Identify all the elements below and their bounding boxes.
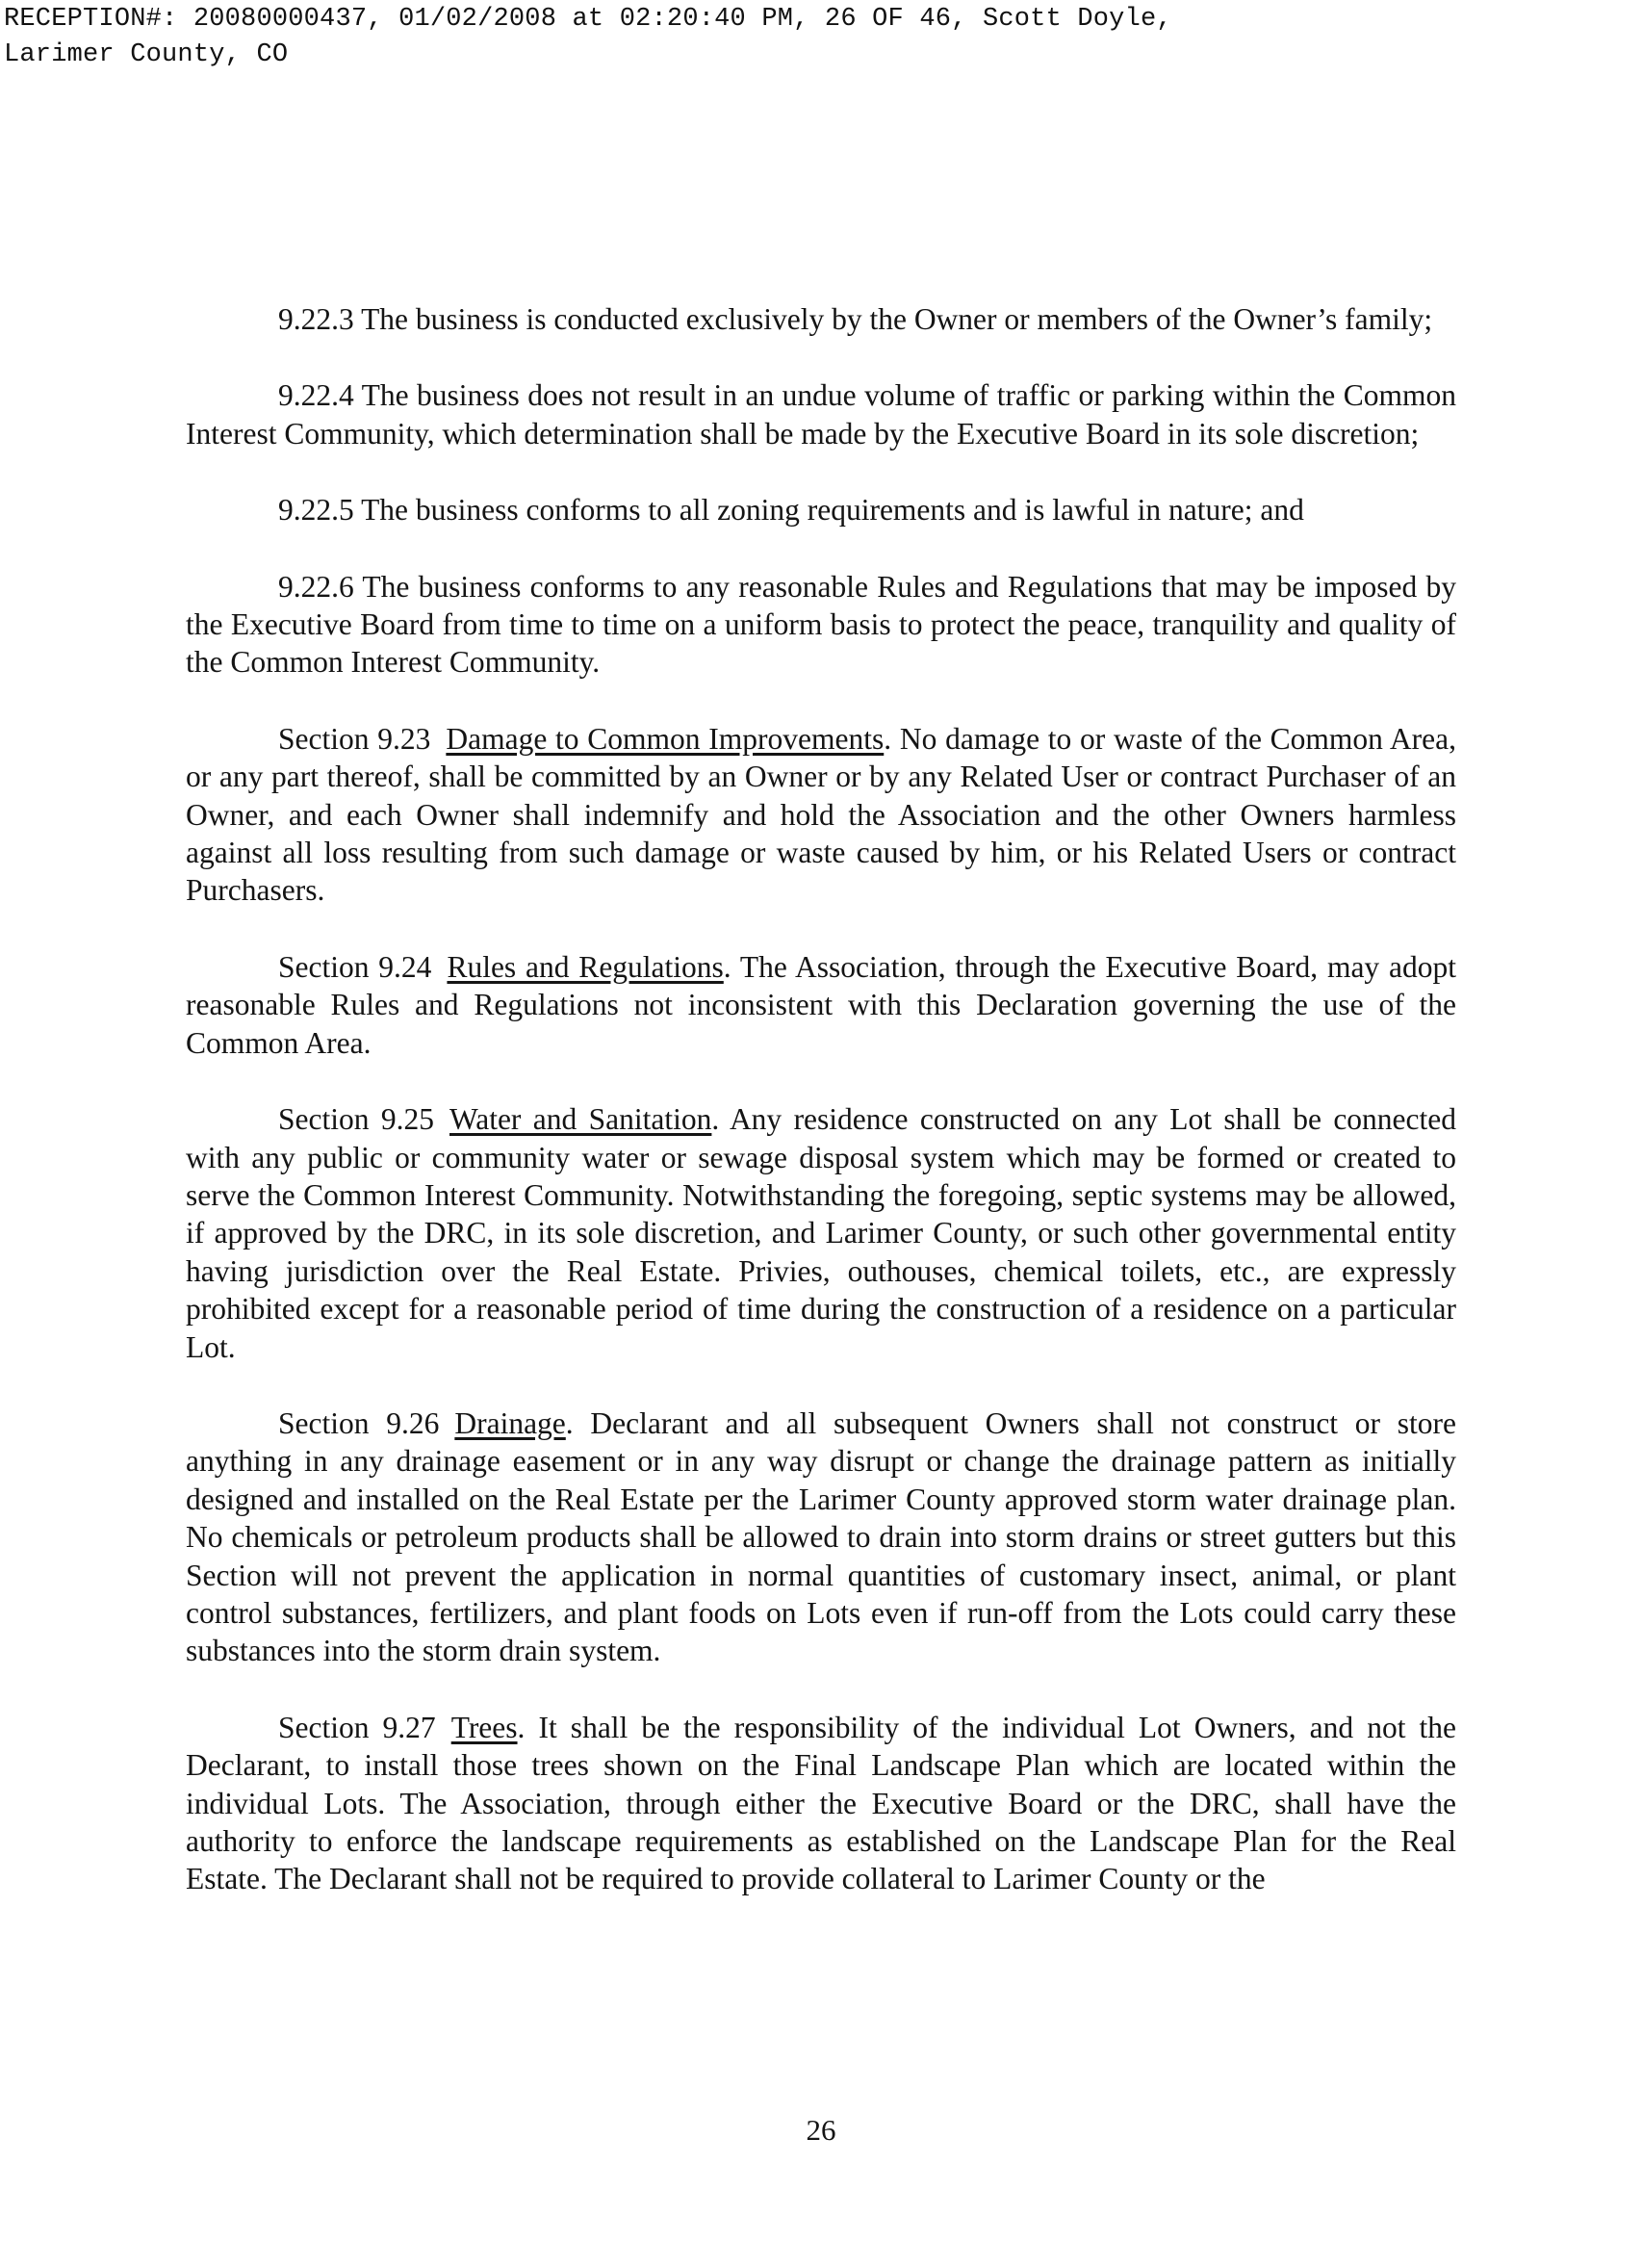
section-text: Any residence constructed on any Lot shall be connected with any public or community water or sewage disposal system which may be formed or created to serve the Common Interest Community. Notwithstanding the foregoing, septic systems may be allowed, if approved by the DRC, in its sole discretion, and Larimer County, or such other governmental entity having jurisdiction over the Real Estate. Privies, outhouses, chemical toilets, etc., are expressly prohibited except for a reasonable period of time during the construction of a residence on a particular Lot. xyxy=(186,1102,1456,1364)
reception-line-2: Larimer County, CO xyxy=(4,40,289,69)
reception-stamp xyxy=(4,2,1592,73)
section-title: Rules and Regulations xyxy=(447,949,724,984)
section-text: The Association, through the Executive Board, may adopt reasonable Rules and Regulations not inconsistent with this Declaration governing the use of the Common Area. xyxy=(186,949,1456,1060)
section-title: Water and Sanitation xyxy=(449,1102,712,1137)
clause-9-22-5 xyxy=(186,491,1456,528)
section-9-23: Section 9.23 Damage to Common Improvements. No damage to or waste of the Common Area, or any part thereof, shall be committed by an Owner or by any Related User or contract Purchaser of an Owner, and each Owner shall indemnify and hold the Association and the other Owners harmless against all loss resulting from such damage or waste caused by him, or his Related Users or contract Purchasers. xyxy=(186,721,1457,908)
section-label: Section 9.25 xyxy=(278,1102,434,1137)
section-9-27: Section 9.27 Trees. It shall be the responsibility of the individual Lot Owners, and not the Declarant, to install those trees shown on the Final Landscape Plan which are located within the individual Lots. The Association, through either the Executive Board or the DRC, shall have the authority to enforce the landscape requirements as established on the Landscape Plan for the Real Estate. The Declarant shall not be required to provide collateral to Larimer County or the xyxy=(186,1710,1457,1896)
clause-9-22-4 xyxy=(186,376,1456,452)
section-9-26: Section 9.26 Drainage. Declarant and all subsequent Owners shall not construct or store anything in any drainage easement or in any way disrupt or change the drainage pattern as initially designed and installed on the Real Estate per the Larimer County approved storm water drainage plan. No chemicals or petroleum products shall be allowed to drain into storm drains or street gutters but this Section will not prevent the application in normal quantities of customary insect, animal, or plant control substances, fertilizers, and plant foods on Lots even if run-off from the Lots could carry these substances into the storm drain system. xyxy=(186,1405,1456,1668)
section-text: No damage to or waste of the Common Area, or any part thereof, shall be committed by an Owner or by any Related User or contract Purchaser of an Owner, and each Owner shall indemnify and hold the Association and the other Owners harmless against all loss resulting from such damage or waste caused by him, or his Related Users or contract Purchasers. xyxy=(186,721,1457,908)
clause-text: The business is conducted exclusively by the Owner or members of the Owner’s family; xyxy=(361,302,1433,336)
page-body xyxy=(186,300,1456,1937)
clause-number: 9.22.3 xyxy=(278,302,354,336)
clause-text: The business conforms to any reasonable Rules and Regulations that may be imposed by the Executive Board from time to time on a uniform basis to protect the peace, tranquility and quality of the Common Interest Community. xyxy=(186,569,1456,680)
clause-number: 9.22.5 xyxy=(278,493,354,528)
page-number: 26 xyxy=(806,2113,836,2147)
reception-line-1: RECEPTION#: 20080000437, 01/02/2008 at 02:20:40 PM, 26 OF 46, Scott Doyle, xyxy=(4,5,1172,34)
section-title: Drainage xyxy=(454,1405,566,1440)
section-text: Declarant and all subsequent Owners shall not construct or store anything in any drainage easement or in any way disrupt or change the drainage pattern as initially designed and installed on the Real Estate per the Larimer County approved storm water drainage plan. No chemicals or petroleum products shall be allowed to drain into storm drains or street gutters but this Section will not prevent the application in normal quantities of customary insect, animal, or plant control substances, fertilizers, and plant foods on Lots even if run-off from the Lots could carry these substances into the storm drain system. xyxy=(186,1405,1456,1668)
clause-9-22-3 xyxy=(186,300,1456,338)
section-9-25: Section 9.25 Water and Sanitation. Any residence constructed on any Lot shall be connected with any public or community water or sewage disposal system which may be formed or created to serve the Common Interest Community. Notwithstanding the foregoing, septic systems may be allowed, if approved by the DRC, in its sole discretion, and Larimer County, or such other governmental entity having jurisdiction over the Real Estate. Privies, outhouses, chemical toilets, etc., are expressly prohibited except for a reasonable period of time during the construction of a residence on a particular Lot. xyxy=(186,1102,1456,1364)
clause-text: The business does not result in an undue volume of traffic or parking within the Common Interest Community, which determination shall be made by the Executive Board in its sole discretion; xyxy=(186,378,1456,451)
clause-9-22-6 xyxy=(186,568,1456,682)
section-9-24: Section 9.24 Rules and Regulations. The Association, through the Executive Board, may adopt reasonable Rules and Regulations not inconsistent with this Declaration governing the use of the Common Area. xyxy=(186,949,1456,1060)
section-label: Section 9.24 xyxy=(278,949,432,984)
section-label: Section 9.27 xyxy=(278,1710,436,1744)
clause-number: 9.22.4 xyxy=(278,378,354,413)
clause-number: 9.22.6 xyxy=(278,569,354,604)
section-title: Trees xyxy=(450,1710,518,1744)
section-title: Damage to Common Improvements xyxy=(446,721,885,756)
section-text: It shall be the responsibility of the individual Lot Owners, and not the Declarant, to install those trees shown on the Final Landscape Plan which are located within the individual Lots. The Association, through either the Executive Board or the DRC, shall have the authority to enforce the landscape requirements as established on the Landscape Plan for the Real Estate. The Declarant shall not be required to provide collateral to Larimer County or the xyxy=(186,1710,1457,1896)
clause-text: The business conforms to all zoning requirements and is lawful in nature; and xyxy=(361,493,1304,528)
section-label: Section 9.23 xyxy=(278,721,431,756)
section-label: Section 9.26 xyxy=(278,1405,440,1440)
